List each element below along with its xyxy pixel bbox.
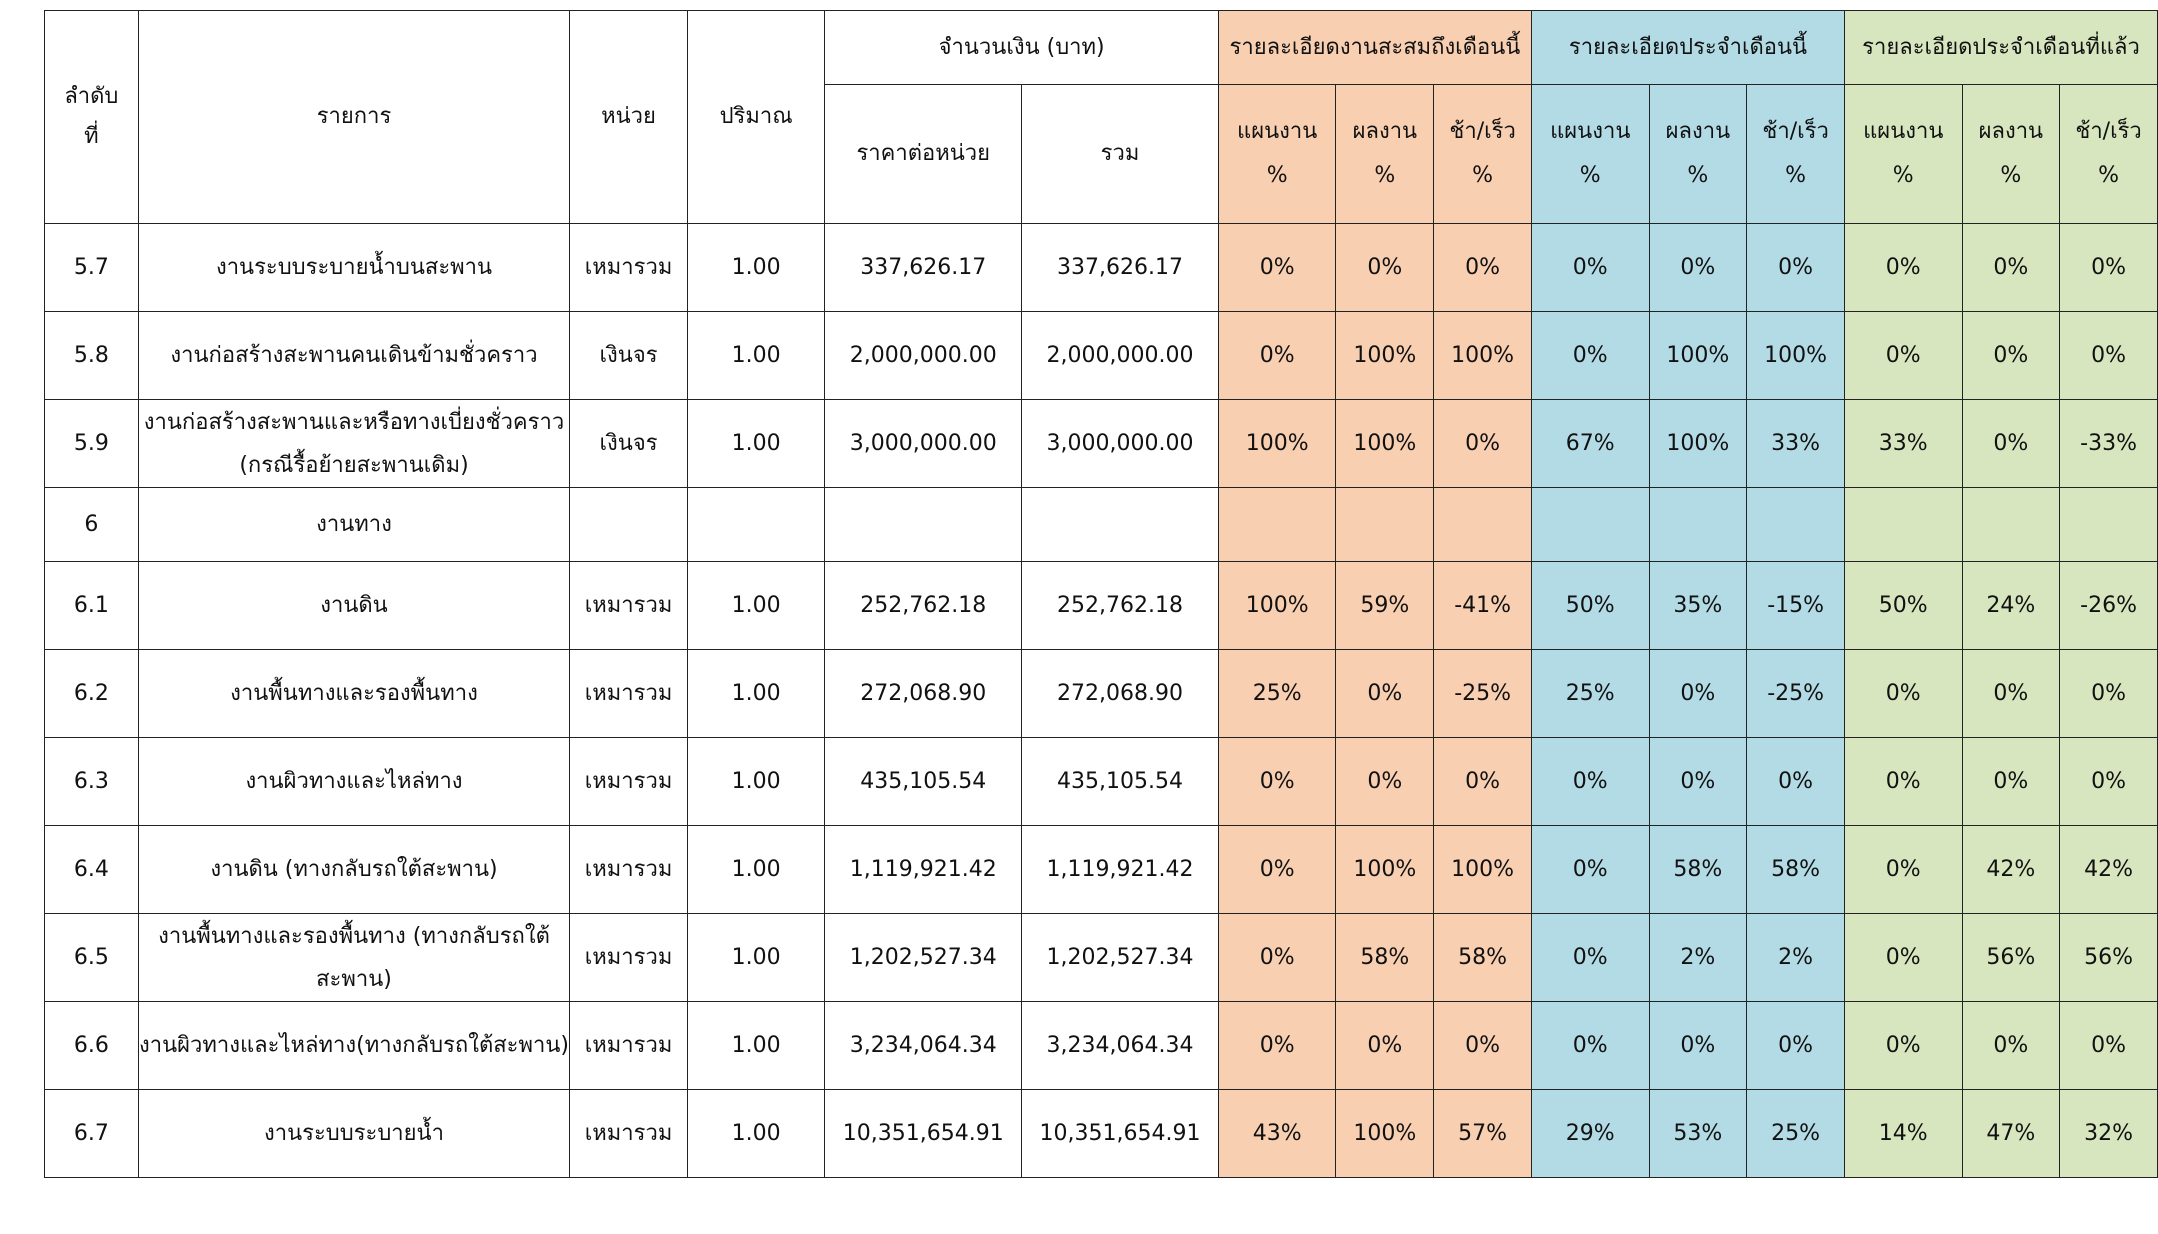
row-prev-diff: 0%: [2060, 224, 2158, 312]
row-cum-diff: 0%: [1434, 400, 1532, 488]
header-qty: ปริมาณ: [687, 11, 825, 224]
table-row: [45, 488, 2158, 562]
row-cur-diff: 25%: [1747, 1090, 1845, 1178]
row-cum-diff: -41%: [1434, 562, 1532, 650]
row-qty: 1.00: [687, 562, 825, 650]
header-item: รายการ: [138, 11, 570, 224]
row-qty: 1.00: [687, 650, 825, 738]
row-prev-plan: 0%: [1845, 312, 1963, 400]
row-cum-diff: 58%: [1434, 914, 1532, 1002]
row-prev-plan: 0%: [1845, 650, 1963, 738]
row-unit: [570, 488, 688, 562]
header-unit-price: ราคาต่อหน่วย: [825, 85, 1022, 224]
row-unit-price: 252,762.18: [825, 562, 1022, 650]
row-item-text: งานผิวทางและไหล่ทาง(ทางกลับรถใต้สะพาน): [139, 1033, 569, 1058]
row-no: 6.5: [45, 914, 139, 1002]
row-prev-result: 0%: [1962, 312, 2060, 400]
row-unit: เงินจร: [570, 312, 688, 400]
row-item-text: งานดิน (ทางกลับรถใต้สะพาน): [210, 857, 498, 882]
row-unit: เหมารวม: [570, 738, 688, 826]
row-total: 435,105.54: [1022, 738, 1219, 826]
row-prev-plan: 14%: [1845, 1090, 1963, 1178]
row-prev-result: [1962, 488, 2060, 562]
header-cum-diff: ช้า/เร็ว %: [1434, 85, 1532, 224]
row-cum-plan: 0%: [1218, 914, 1336, 1002]
row-unit-price: 10,351,654.91: [825, 1090, 1022, 1178]
row-unit: เหมารวม: [570, 650, 688, 738]
row-prev-diff: 0%: [2060, 650, 2158, 738]
row-unit: เหมารวม: [570, 914, 688, 1002]
row-item-text: งานพื้นทางและรองพื้นทาง (ทางกลับรถใต้สะพาน): [158, 923, 550, 992]
row-item: [138, 562, 570, 650]
row-qty: 1.00: [687, 1002, 825, 1090]
table-row: [45, 224, 2158, 312]
row-qty: 1.00: [687, 400, 825, 488]
row-cur-diff: 0%: [1747, 1002, 1845, 1090]
row-unit-price: 1,119,921.42: [825, 826, 1022, 914]
row-cum-plan: 0%: [1218, 224, 1336, 312]
row-cum-result: [1336, 488, 1434, 562]
row-cur-diff: 2%: [1747, 914, 1845, 1002]
row-item: [138, 312, 570, 400]
row-cum-result: 0%: [1336, 1002, 1434, 1090]
row-cum-result: 100%: [1336, 312, 1434, 400]
header-prev-diff: ช้า/เร็ว %: [2060, 85, 2158, 224]
row-item: [138, 400, 570, 488]
row-prev-result: 47%: [1962, 1090, 2060, 1178]
row-prev-plan: [1845, 488, 1963, 562]
header-prev-result: ผลงาน %: [1962, 85, 2060, 224]
row-qty: 1.00: [687, 1090, 825, 1178]
row-cum-diff: 100%: [1434, 826, 1532, 914]
row-qty: 1.00: [687, 738, 825, 826]
row-cum-diff: -25%: [1434, 650, 1532, 738]
row-prev-plan: 0%: [1845, 224, 1963, 312]
row-qty: 1.00: [687, 224, 825, 312]
row-qty: 1.00: [687, 914, 825, 1002]
row-cur-result: 58%: [1649, 826, 1747, 914]
header-prev-plan: แผนงาน %: [1845, 85, 1963, 224]
row-prev-result: 24%: [1962, 562, 2060, 650]
report-table-container: [44, 10, 2158, 1178]
row-unit-price: 272,068.90: [825, 650, 1022, 738]
row-cum-result: 0%: [1336, 650, 1434, 738]
row-cur-diff: 100%: [1747, 312, 1845, 400]
row-prev-result: 0%: [1962, 400, 2060, 488]
header-cur-plan: แผนงาน %: [1531, 85, 1649, 224]
table-row: [45, 826, 2158, 914]
row-cum-plan: 0%: [1218, 312, 1336, 400]
row-item: [138, 488, 570, 562]
header-total: รวม: [1022, 85, 1219, 224]
row-prev-plan: 50%: [1845, 562, 1963, 650]
row-no: 6.2: [45, 650, 139, 738]
row-cum-diff: 57%: [1434, 1090, 1532, 1178]
row-prev-result: 42%: [1962, 826, 2060, 914]
table-row: [45, 400, 2158, 488]
row-cum-result: 100%: [1336, 1090, 1434, 1178]
row-cum-plan: 100%: [1218, 562, 1336, 650]
row-cur-result: 0%: [1649, 650, 1747, 738]
header-amount-group: จำนวนเงิน (บาท): [825, 11, 1219, 85]
row-item-text: งานผิวทางและไหล่ทาง: [245, 769, 463, 794]
table-row: [45, 650, 2158, 738]
row-cum-result: 58%: [1336, 914, 1434, 1002]
header-cum-result: ผลงาน %: [1336, 85, 1434, 224]
table-row: [45, 914, 2158, 1002]
row-no: 5.8: [45, 312, 139, 400]
row-prev-diff: 32%: [2060, 1090, 2158, 1178]
row-cum-plan: 25%: [1218, 650, 1336, 738]
row-no: 5.7: [45, 224, 139, 312]
row-total: 252,762.18: [1022, 562, 1219, 650]
row-cur-diff: 58%: [1747, 826, 1845, 914]
row-cum-plan: [1218, 488, 1336, 562]
row-cum-plan: 43%: [1218, 1090, 1336, 1178]
row-cur-diff: -25%: [1747, 650, 1845, 738]
row-unit-price: 337,626.17: [825, 224, 1022, 312]
row-cur-plan: 0%: [1531, 738, 1649, 826]
row-cur-result: 53%: [1649, 1090, 1747, 1178]
header-group-cumulative: รายละเอียดงานสะสมถึงเดือนนี้: [1218, 11, 1531, 85]
row-qty: 1.00: [687, 826, 825, 914]
row-cur-plan: 0%: [1531, 312, 1649, 400]
row-prev-diff: [2060, 488, 2158, 562]
progress-report-table: [44, 10, 2158, 1178]
row-cur-result: 100%: [1649, 312, 1747, 400]
row-cum-result: 0%: [1336, 224, 1434, 312]
row-total: 2,000,000.00: [1022, 312, 1219, 400]
row-total: 337,626.17: [1022, 224, 1219, 312]
row-cum-diff: 0%: [1434, 224, 1532, 312]
row-cur-plan: 0%: [1531, 914, 1649, 1002]
row-cur-result: 0%: [1649, 224, 1747, 312]
header-group-previous: รายละเอียดประจำเดือนที่แล้ว: [1845, 11, 2158, 85]
row-prev-diff: 0%: [2060, 1002, 2158, 1090]
header-cur-diff: ช้า/เร็ว %: [1747, 85, 1845, 224]
row-unit: เงินจร: [570, 400, 688, 488]
row-cur-plan: 67%: [1531, 400, 1649, 488]
row-unit-price: [825, 488, 1022, 562]
row-item: [138, 914, 570, 1002]
row-unit: เหมารวม: [570, 1002, 688, 1090]
row-cum-plan: 0%: [1218, 826, 1336, 914]
row-item-text: งานดิน: [320, 593, 388, 618]
row-no: 6.1: [45, 562, 139, 650]
row-no: 5.9: [45, 400, 139, 488]
row-cur-result: 35%: [1649, 562, 1747, 650]
row-cum-result: 100%: [1336, 826, 1434, 914]
row-total: 272,068.90: [1022, 650, 1219, 738]
row-item: [138, 224, 570, 312]
row-cur-result: 0%: [1649, 738, 1747, 826]
row-cur-plan: 0%: [1531, 224, 1649, 312]
row-qty: [687, 488, 825, 562]
header-cum-plan: แผนงาน %: [1218, 85, 1336, 224]
row-unit-price: 2,000,000.00: [825, 312, 1022, 400]
row-prev-result: 0%: [1962, 650, 2060, 738]
row-unit: เหมารวม: [570, 1090, 688, 1178]
row-unit-price: 1,202,527.34: [825, 914, 1022, 1002]
row-unit-price: 435,105.54: [825, 738, 1022, 826]
row-prev-result: 0%: [1962, 224, 2060, 312]
row-item: [138, 1002, 570, 1090]
table-row: [45, 738, 2158, 826]
row-cur-diff: -15%: [1747, 562, 1845, 650]
row-cur-diff: 0%: [1747, 224, 1845, 312]
row-cum-plan: 0%: [1218, 1002, 1336, 1090]
header-group-current: รายละเอียดประจำเดือนนี้: [1531, 11, 1844, 85]
row-prev-diff: 0%: [2060, 312, 2158, 400]
row-item-text: งานระบบระบายน้ำบนสะพาน: [215, 255, 493, 280]
row-unit: เหมารวม: [570, 562, 688, 650]
row-item: [138, 1090, 570, 1178]
row-unit: เหมารวม: [570, 826, 688, 914]
row-total: 1,119,921.42: [1022, 826, 1219, 914]
row-cum-plan: 0%: [1218, 738, 1336, 826]
row-unit-price: 3,000,000.00: [825, 400, 1022, 488]
row-prev-plan: 0%: [1845, 738, 1963, 826]
row-cur-result: 0%: [1649, 1002, 1747, 1090]
row-total: 1,202,527.34: [1022, 914, 1219, 1002]
row-prev-result: 0%: [1962, 1002, 2060, 1090]
row-cum-diff: [1434, 488, 1532, 562]
row-item: [138, 738, 570, 826]
table-row: [45, 312, 2158, 400]
row-qty: 1.00: [687, 312, 825, 400]
row-cum-result: 0%: [1336, 738, 1434, 826]
row-no: 6.7: [45, 1090, 139, 1178]
row-cum-diff: 0%: [1434, 738, 1532, 826]
row-cur-diff: [1747, 488, 1845, 562]
table-row: [45, 1002, 2158, 1090]
row-cur-plan: 29%: [1531, 1090, 1649, 1178]
row-cur-plan: 25%: [1531, 650, 1649, 738]
row-item-text: งานพื้นทางและรองพื้นทาง: [230, 681, 478, 706]
row-prev-diff: -33%: [2060, 400, 2158, 488]
row-unit-price: 3,234,064.34: [825, 1002, 1022, 1090]
row-item-text: งานก่อสร้างสะพานและหรือทางเบี่ยงชั่วคราว (กรณีรื้อย้ายสะพานเดิม): [143, 409, 565, 478]
row-prev-diff: 56%: [2060, 914, 2158, 1002]
row-prev-result: 56%: [1962, 914, 2060, 1002]
row-cur-diff: 0%: [1747, 738, 1845, 826]
row-no: 6: [45, 488, 139, 562]
row-item: [138, 826, 570, 914]
row-item-text: งานระบบระบายน้ำ: [264, 1121, 444, 1146]
row-cur-plan: [1531, 488, 1649, 562]
row-cur-result: 2%: [1649, 914, 1747, 1002]
header-cur-result: ผลงาน %: [1649, 85, 1747, 224]
row-cur-plan: 0%: [1531, 1002, 1649, 1090]
header-unit: หน่วย: [570, 11, 688, 224]
row-prev-plan: 0%: [1845, 914, 1963, 1002]
row-prev-result: 0%: [1962, 738, 2060, 826]
row-cum-diff: 100%: [1434, 312, 1532, 400]
row-cum-plan: 100%: [1218, 400, 1336, 488]
table-body: [45, 224, 2158, 1178]
table-header: [45, 11, 2158, 224]
row-cum-diff: 0%: [1434, 1002, 1532, 1090]
row-cur-plan: 50%: [1531, 562, 1649, 650]
table-row: [45, 562, 2158, 650]
row-prev-plan: 0%: [1845, 1002, 1963, 1090]
row-total: 3,234,064.34: [1022, 1002, 1219, 1090]
row-cur-diff: 33%: [1747, 400, 1845, 488]
row-item: [138, 650, 570, 738]
row-prev-diff: -26%: [2060, 562, 2158, 650]
row-prev-diff: 0%: [2060, 738, 2158, 826]
row-prev-diff: 42%: [2060, 826, 2158, 914]
row-cur-result: 100%: [1649, 400, 1747, 488]
row-prev-plan: 0%: [1845, 826, 1963, 914]
row-total: 3,000,000.00: [1022, 400, 1219, 488]
row-item-text: งานทาง: [316, 512, 392, 537]
row-cur-plan: 0%: [1531, 826, 1649, 914]
row-unit: เหมารวม: [570, 224, 688, 312]
row-total: [1022, 488, 1219, 562]
row-cum-result: 100%: [1336, 400, 1434, 488]
row-cur-result: [1649, 488, 1747, 562]
row-cum-result: 59%: [1336, 562, 1434, 650]
row-no: 6.4: [45, 826, 139, 914]
row-no: 6.3: [45, 738, 139, 826]
header-no: ลำดับ ที่: [45, 11, 139, 224]
row-prev-plan: 33%: [1845, 400, 1963, 488]
table-row: [45, 1090, 2158, 1178]
row-total: 10,351,654.91: [1022, 1090, 1219, 1178]
row-item-text: งานก่อสร้างสะพานคนเดินข้ามชั่วคราว: [170, 343, 538, 368]
row-no: 6.6: [45, 1002, 139, 1090]
